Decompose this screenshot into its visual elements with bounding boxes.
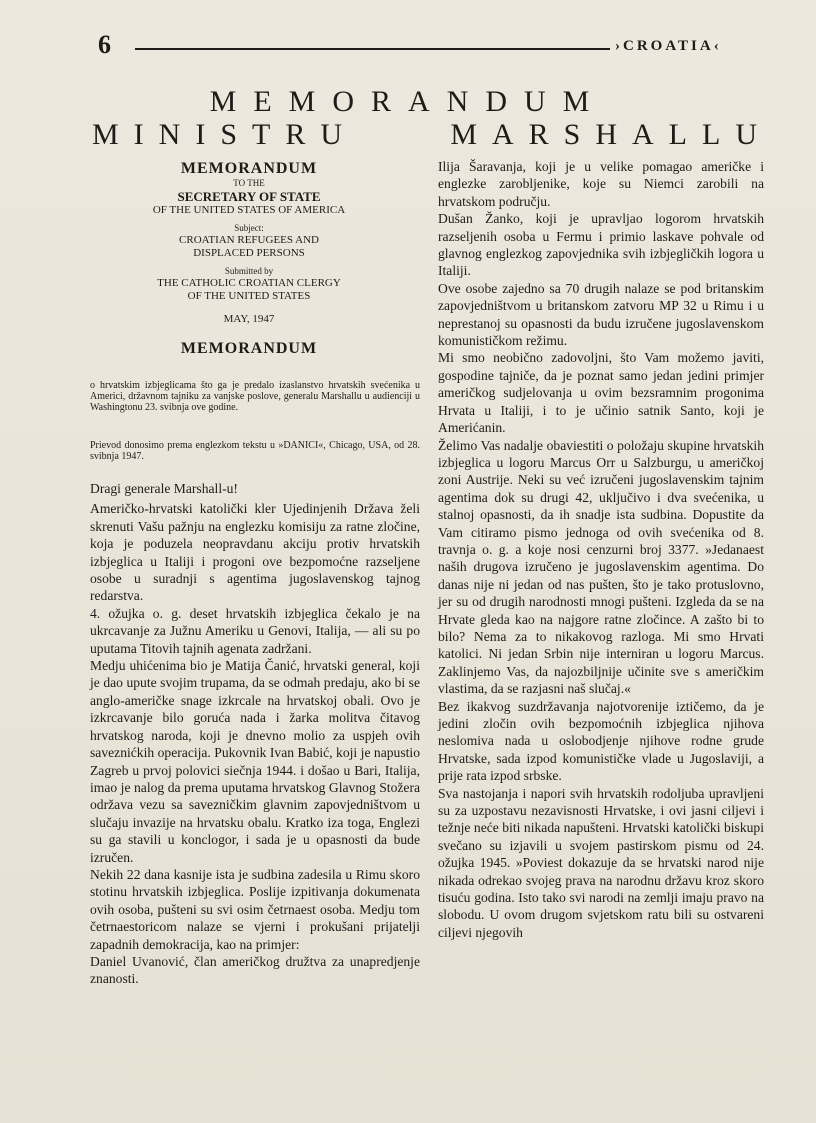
clergy-line-1: THE CATHOLIC CROATIAN CLERGY [157, 277, 341, 289]
submitted-by-label: Submitted by [224, 266, 274, 276]
paragraph: Mi smo neobično zadovoljni, što Vam možemo javiti, gospodine tajniče, da je poznat samo jedan jedini primjer američkog sudjelovanja u ovim bezsramnim progonima Hrvata u Italiji, i to je učinio satnik Santo, koji je Amerićanin. [438, 350, 764, 436]
left-column [90, 480, 420, 988]
secretary-of-state: SECRETARY OF STATE [177, 189, 321, 204]
paragraph: Američko-hrvatski katolički kler Ujedinjenih Država želi skrenuti Vašu pažnju na englezku komisiju za ratne zločine, koja je poduzela neopravdanu akciju protiv hrvatskih izbjeglica u Italiji i progoni ove bezpomoćne razseljene osobe u suradnji s agentima jugoslavenskog tajnog redarstva. [90, 501, 420, 604]
to-the-label: TO THE [233, 178, 265, 188]
right-column [438, 158, 764, 941]
paragraph: 4. ožujka o. g. deset hrvatskih izbjeglica čekalo je na ukrcavanje za Južnu Ameriku u Genovi, Italija, — ali su po uputama Titovih tajnih agenata zadržani. [90, 605, 420, 656]
page-number: 6 [98, 30, 111, 59]
clergy-line-2: OF THE UNITED STATES [187, 290, 311, 302]
title-word-ministru: MINISTRU [92, 118, 358, 151]
paragraph: Daniel Uvanović, član američkog družtva za unapredjenje znanosti. [90, 953, 420, 987]
subject-line-2: DISPLACED PERSONS [193, 247, 305, 259]
translation-note: Prievod donosimo prema englezkom tekstu u »DANICI«, Chicago, USA, od 28. svibnja 1947. [90, 440, 420, 462]
paragraph: Medju uhićenima bio je Matija Čanić, hrvatski general, koji je dao upute svojim trupama, da se odmah predaju, ako bi se anglo-američke snage izkrcale na hrvatskoj obali. Ovo je izkrcavanje bilo goruća nada i žarka molitva čitavog hrvatskog naroda, koji je dnevno molio za uspjeh ovih saveznićkih operacija. Pukovnik Ivan Babić, koji je napustio Zagreb u prvoj polovici siečnja 1944. i došao u Bari, Italija, imao je nalog da prema uputama hrvatskog Glavnog Stožera održava vezu sa savezničkim glavnim zapovjedništvom u slučaju invazije na hrvatsku obalu. Kratko iza toga, Englezi su ga stavili u konclogor, i sada je u opasnosti da bude izručen. [90, 658, 420, 865]
paragraph: Ove osobe zajedno sa 70 drugih nalaze se pod britanskim zapovjedništvom u britanskom zatvoru MP 32 u Rimu i u neprestanoj su opasnosti da budu izručene jugoslavenskom komunističkom režimu. [438, 280, 764, 349]
paragraph: Ilija Šaravanja, koji je u velike pomagao američke i englezke zarobljenike, koje su Niemci zarobili na hrvatskom području. [438, 159, 764, 209]
croatian-memorandum-title: MEMORANDUM [180, 340, 318, 357]
title-word-marshallu: MARSHALLU [450, 118, 772, 151]
header-rule [135, 48, 610, 50]
subject-label: Subject: [234, 223, 264, 233]
paragraph: Želimo Vas nadalje obaviestiti o položaju skupine hrvatskih izbjeglica u logoru Marcus Orr u Salzburgu, u američkoj zoni Austrije. Neki su već izručeni jugoslavenskim tajnim agentima dok su drugi 42, uključivo i dva svećenika, u stalnoj opasnosti, da ih snadje ista sudbina. Dopustite da Vam citiramo pismo jednoga od ovih svećenika od 8. travnja o. g. a koje nosi cenzurni broj 3377. »Jedanaest naših drugova izručeno je jugoslavenskim agentima. Do danas nije ni jedan od nas pušten, što je tako protuslovno, jer su od drugih narodnosti mnogi pušteni. Izgleda da se na Hrvate gleda kao na najgore ratne zločince. A zašto bi to bilo? Nema za to nikakovog razloga. Mi smo Hrvati katolici. Ni jedan Srbin nije interniran u logoru Marcus. Zaklinjemo Vas, da najozbiljnije učinite sve s američkim vlastima, da se razjasni naš slučaj.« [438, 437, 764, 697]
main-title-line2 [92, 118, 772, 152]
paragraph: Bez ikakvog suzdržavanja najotvorenije iztičemo, da je jedini zločin ovih bezpomoćnih izbjeglica njihova neslomiva nada u oslobodjenje njihove rodne grude Hrvatske, sada izpod komunističke vlade u Jugoslaviji, a prije rata izpod srbske. [438, 698, 764, 784]
running-title: ›CROATIA‹ [615, 38, 722, 54]
english-heading [118, 160, 380, 358]
paragraph: Dušan Žanko, koji je upravljao logorom hrvatskih razseljenih osoba u Fermu i primio laskave pohvale od glavnog englezkog zapovjednika svih izbjegličkih logora u Italiji. [438, 211, 764, 279]
of-usa: OF THE UNITED STATES OF AMERICA [152, 204, 346, 216]
croatian-intro: o hrvatskim izbjeglicama što ga je predalo izaslanstvo hrvatskih svećenika u Americi, državnom tajniku za vanjske poslove, generalu Marshallu u audienciji u Washingtonu 23. svibnja ove godine. [90, 380, 420, 413]
english-memorandum-title: MEMORANDUM [180, 160, 318, 177]
paragraph: Nekih 22 dana kasnije ista je sudbina zadesila u Rimu skoro stotinu hrvatskih izbjeglica. Poslije izpitivanja dokumenata ovih osoba, pušteni su svi osim četrnaest osoba. Medju tom četrnaestoricom nalaze se vjerni i prokušani prijatelji zapadnih demokracija, kao na primjer: [90, 866, 420, 952]
paragraph: Sva nastojanja i napori svih hrvatskih rodoljuba upravljeni su za uzpostavu nezavisnosti Hrvatske, i ovi jasni ciljevi i težnje neće biti nikada napušteni. Hrvatski katolički biskupi svečano su izjavili u svojem pastirskom pismu od 24. ožujka 1945. »Poviest dokazuje da se hrvatski narod nije nikada odrekao svojeg prava na narodnu državu kroz skoro tisuću godina. Isto tako svi narodi na zemlji imaju pravo na slobodu. U ovom drugom svjetskom ratu bili su ostvareni ciljevi njegovih [438, 785, 764, 940]
subject-line-1: CROATIAN REFUGEES AND [179, 234, 319, 246]
salutation: Dragi generale Marshall-u! [90, 481, 238, 496]
memo-date: MAY, 1947 [223, 313, 275, 325]
main-title-line1: MEMORANDUM [209, 85, 607, 118]
